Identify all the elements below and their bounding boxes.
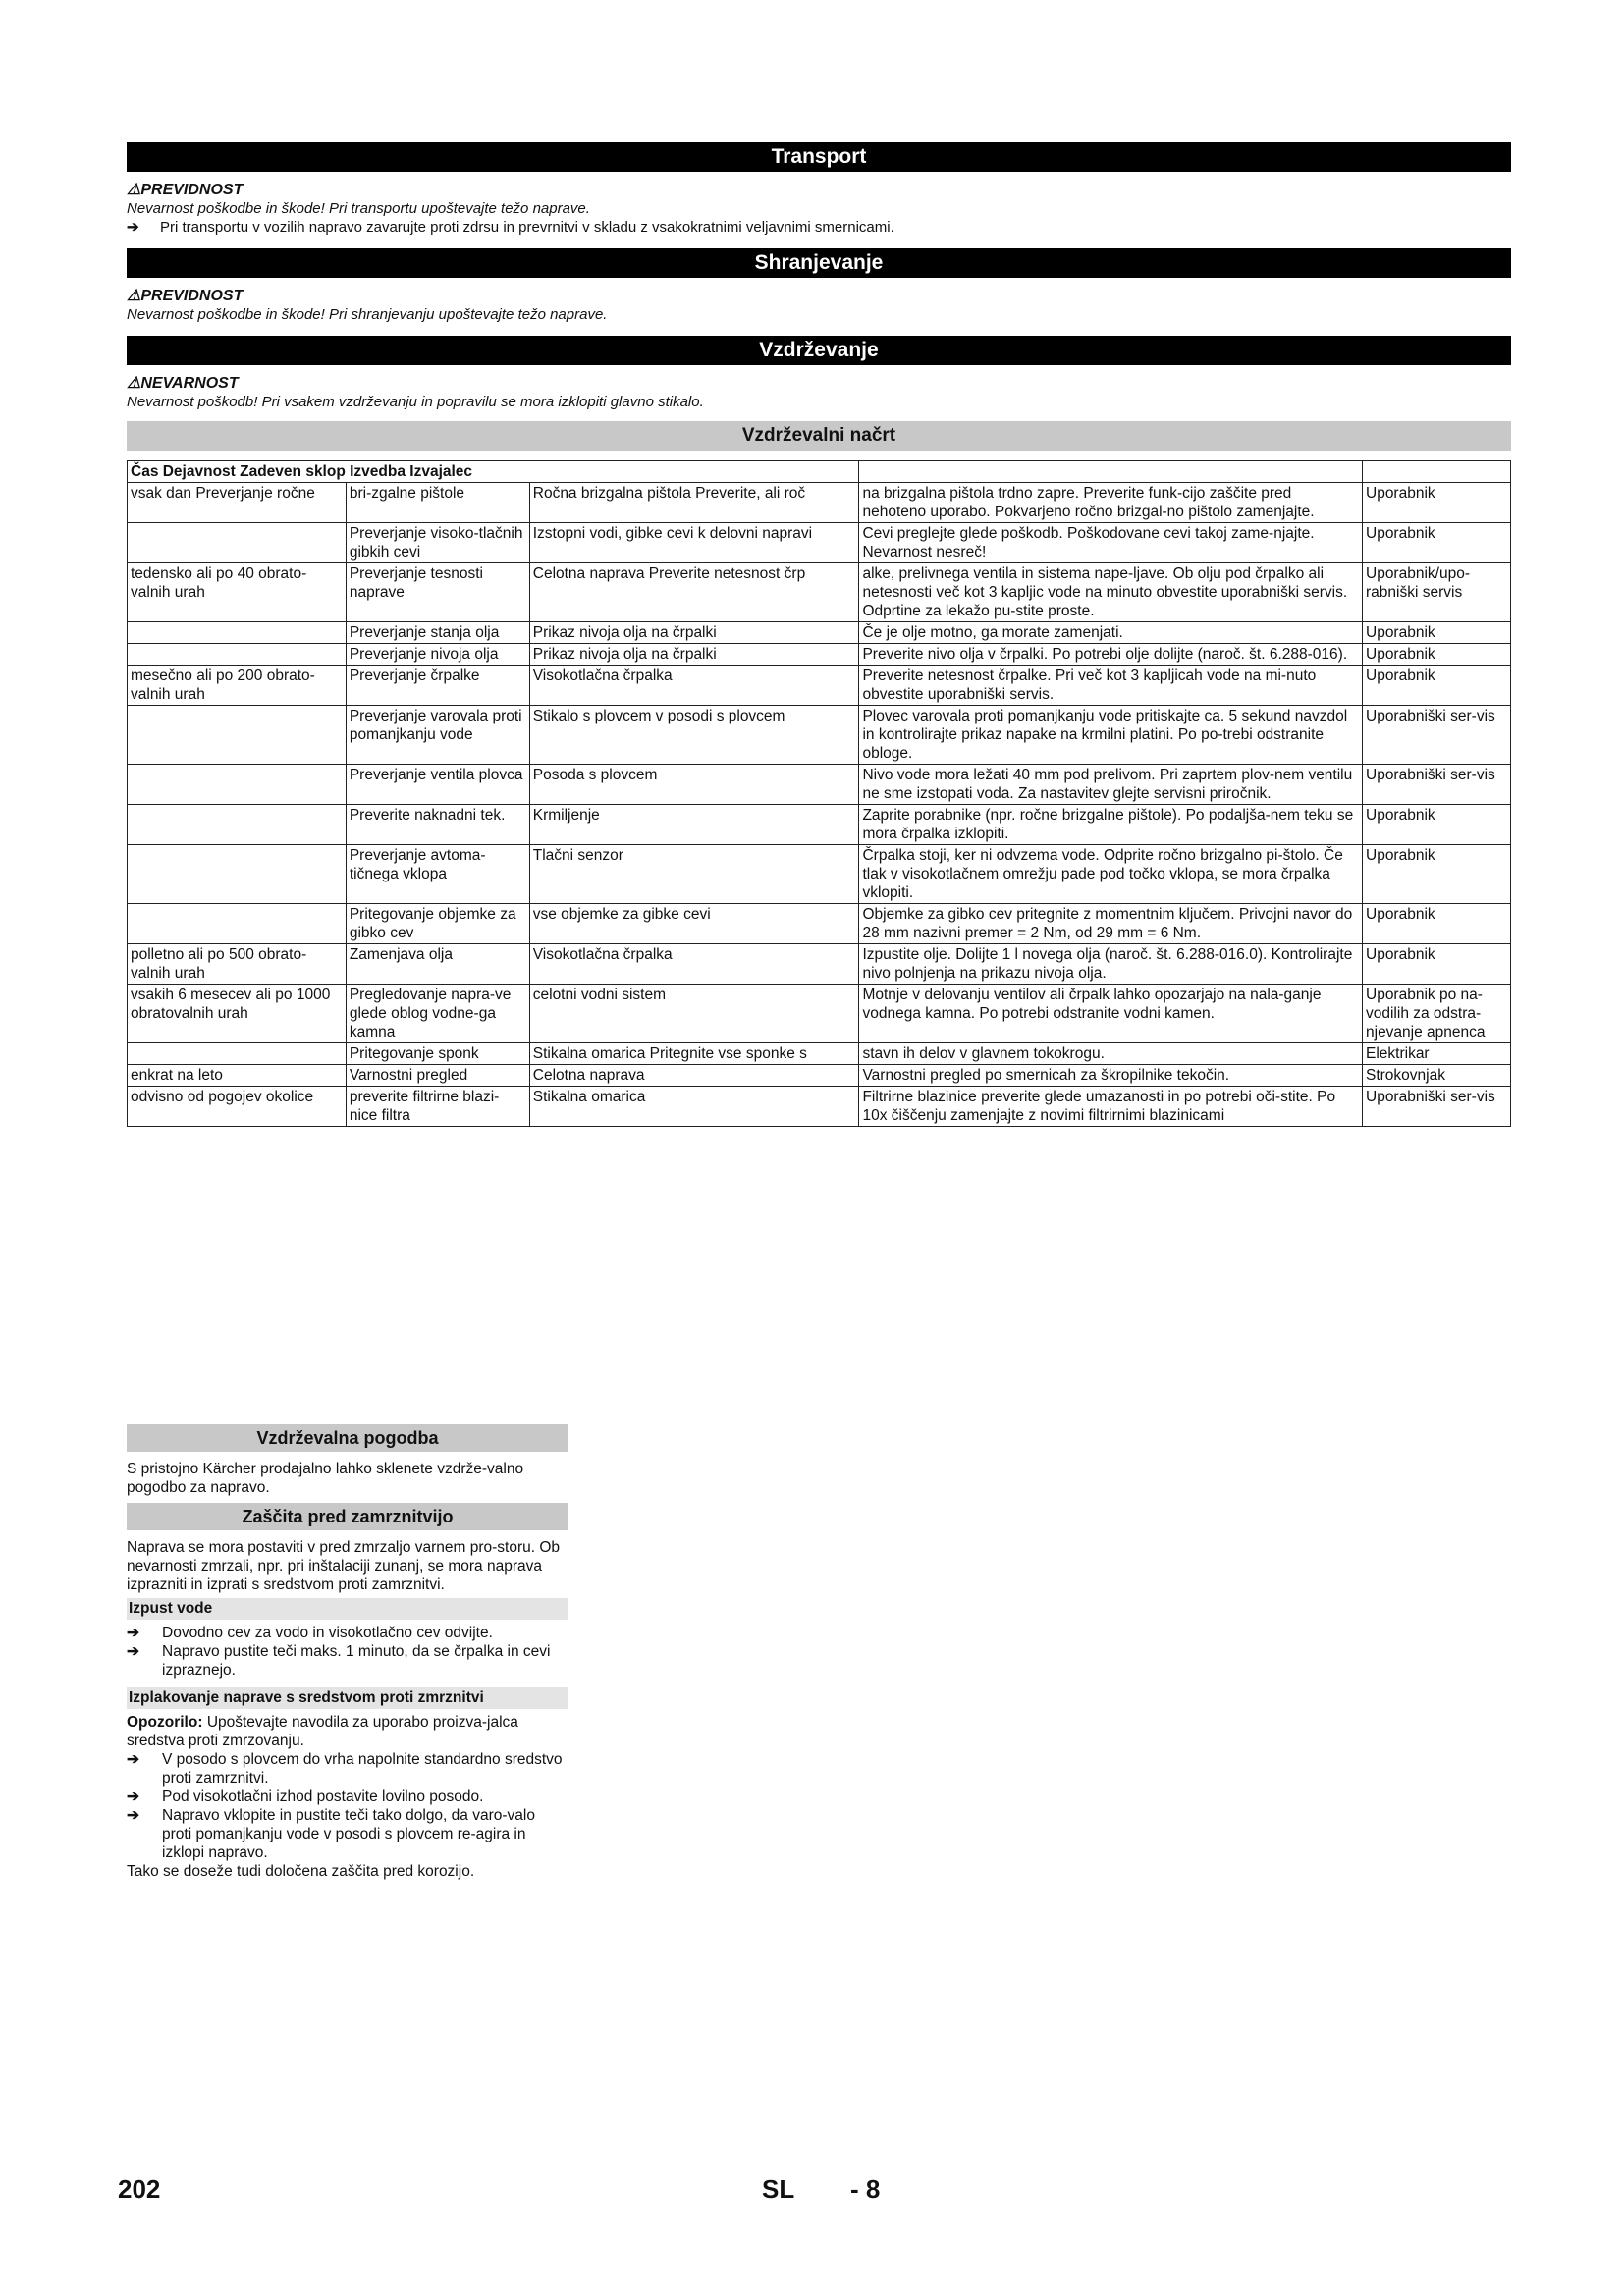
table-cell-who: Uporabniški ser-vis <box>1363 1087 1511 1127</box>
table-cell-exec: alke, prelivnega ventila in sistema nape-ljave. Ob olju pod črpalko ali netesnosti več kot 3 kapljic vode na minuto obvestite uporabniški servis. Odprtine za lekažo pu-stite proste. <box>859 563 1363 622</box>
table-cell-time: tedensko ali po 40 obrato-valnih urah <box>128 563 347 622</box>
table-cell-time <box>128 765 347 805</box>
table-cell-activity: Preverjanje nivoja olja <box>346 644 529 666</box>
table-cell-who: Uporabnik <box>1363 622 1511 644</box>
table-cell-time: mesečno ali po 200 obrato-valnih urah <box>128 666 347 706</box>
flush-title: Izplakovanje naprave s sredstvom proti zmrznitvi <box>127 1687 568 1709</box>
table-cell-who: Uporabnik <box>1363 666 1511 706</box>
frost-closing: Tako se doseže tudi določena zaščita pred korozijo. <box>127 1863 475 1880</box>
table-cell-time: odvisno od pogojev okolice <box>128 1087 347 1127</box>
table-cell-part: Tlačni senzor <box>529 845 859 904</box>
maintenance-warning-title: ⚠NEVARNOST <box>127 375 239 392</box>
table-cell-who: Uporabnik <box>1363 904 1511 944</box>
table-cell-activity: Preverjanje avtoma-tičnega vklopa <box>346 845 529 904</box>
table-row <box>128 1087 1511 1127</box>
arrow-icon: ➔ <box>127 1789 139 1805</box>
table-cell-time <box>128 805 347 845</box>
table-cell-time <box>128 622 347 644</box>
table-row <box>128 483 1511 523</box>
left-column <box>127 1418 568 1881</box>
maintenance-warning-text: Nevarnost poškodb! Pri vsakem vzdrževanju in popravilu se mora izklopiti glavno stikalo. <box>127 394 704 410</box>
table-cell-exec: Izpustite olje. Dolijte 1 l novega olja (naroč. št. 6.288-016.0). Kontrolirajte nivo polnjenja na prikazu nivoja olja. <box>859 944 1363 985</box>
table-cell-activity: Preverjanje ventila plovca <box>346 765 529 805</box>
table-cell-exec: Zaprite porabnike (npr. ročne brizgalne pištole). Po podaljša-nem teku se mora črpalka izklopiti. <box>859 805 1363 845</box>
table-row <box>128 706 1511 765</box>
table-cell-time <box>128 644 347 666</box>
table-cell-who: Uporabnik <box>1363 845 1511 904</box>
table-cell-time: vsakih 6 mesecev ali po 1000 obratovalnih urah <box>128 985 347 1043</box>
table-cell-exec: Preverite nivo olja v črpalki. Po potrebi olje dolijte (naroč. št. 6.288-016). <box>859 644 1363 666</box>
table-row <box>128 845 1511 904</box>
section-storage-title: Shranjevanje <box>127 248 1511 278</box>
table-cell-activity: preverite filtrirne blazi-nice filtra <box>346 1087 529 1127</box>
table-cell-activity: Preverjanje črpalke <box>346 666 529 706</box>
table-row <box>128 644 1511 666</box>
table-cell-part: Stikalo s plovcem v posodi s plovcem <box>529 706 859 765</box>
table-cell-part: Visokotlačna črpalka <box>529 944 859 985</box>
table-cell-who: Strokovnjak <box>1363 1065 1511 1087</box>
table-cell-exec: Preverite netesnost črpalke. Pri več kot 3 kapljicah vode na mi-nuto obvestite uporabniški servis. <box>859 666 1363 706</box>
table-cell-exec: Motnje v delovanju ventilov ali črpalk lahko opozarjajo na nala-ganje vodnega kamna. Po potrebi odstranite vodni kamen. <box>859 985 1363 1043</box>
table-cell-time <box>128 904 347 944</box>
storage-warning-text: Nevarnost poškodbe in škode! Pri shranjevanju upoštevajte težo naprave. <box>127 306 608 323</box>
table-cell-part: celotni vodni sistem <box>529 985 859 1043</box>
table-cell-time <box>128 1043 347 1065</box>
table-cell-activity: Pritegovanje sponk <box>346 1043 529 1065</box>
table-cell-part: Izstopni vodi, gibke cevi k delovni napravi <box>529 523 859 563</box>
table-row <box>128 563 1511 622</box>
table-cell-activity: Preverjanje visoko-tlačnih gibkih cevi <box>346 523 529 563</box>
transport-warning-title: ⚠PREVIDNOST <box>127 182 244 198</box>
table-row <box>128 985 1511 1043</box>
table-cell-exec: stavn ih delov v glavnem tokokrogu. <box>859 1043 1363 1065</box>
table-row <box>128 765 1511 805</box>
table-cell-activity: Pregledovanje napra-ve glede oblog vodne-ga kamna <box>346 985 529 1043</box>
frost-title: Zaščita pred zamrznitvijo <box>127 1503 568 1530</box>
list-item: ➔ Dovodno cev za vodo in visokotlačno cev odvijte. <box>127 1625 493 1641</box>
table-cell-who: Elektrikar <box>1363 1043 1511 1065</box>
list-item: ➔ Napravo pustite teči maks. 1 minuto, da se črpalka in cevi izpraznejo. <box>127 1643 551 1679</box>
table-cell-exec: na brizgalna pištola trdno zapre. Preverite funk-cijo zaščite pred nehoteno uporabo. Pokvarjeno ročno brizgal-no pištolo zamenjajte. <box>859 483 1363 523</box>
contract-text: S pristojno Kärcher prodajalno lahko sklenete vzdrže-valno pogodbo za napravo. <box>127 1461 524 1496</box>
table-cell-activity: bri-zgalne pištole <box>346 483 529 523</box>
footer-lang: SL <box>762 2174 795 2204</box>
maintenance-plan-title: Vzdrževalni načrt <box>127 421 1511 451</box>
table-cell-activity: Preverjanje stanja olja <box>346 622 529 644</box>
contract-title: Vzdrževalna pogodba <box>127 1424 568 1452</box>
table-row <box>128 1043 1511 1065</box>
table-row <box>128 805 1511 845</box>
table-row <box>128 666 1511 706</box>
section-transport-title: Transport <box>127 142 1511 172</box>
table-cell-exec: Črpalka stoji, ker ni odvzema vode. Odprite ročno brizgalno pi-štolo. Če tlak v visokotlačnem omrežju pade pod točko vklopa, se mora črpalka vklopiti. <box>859 845 1363 904</box>
table-row <box>128 622 1511 644</box>
table-cell-activity: Varnostni pregled <box>346 1065 529 1087</box>
section-maintenance-title: Vzdrževanje <box>127 336 1511 365</box>
page-content <box>127 142 1511 1127</box>
frost-text: Naprava se mora postaviti v pred zmrzaljo varnem pro-storu. Ob nevarnosti zmrzali, npr. pri inštalaciji zunanj, se mora naprava izprazniti in izprati s sredstvom proti zamrznitvi. <box>127 1539 561 1593</box>
table-cell-exec: Plovec varovala proti pomanjkanju vode pritiskajte ca. 5 sekund navzdol in kontrolirajte prikaz napake na krmilni platini. Po po-trebi odstranite obloge. <box>859 706 1363 765</box>
table-row <box>128 944 1511 985</box>
table-header-cell: Čas Dejavnost Zadeven sklop Izvedba Izvajalec <box>128 461 859 483</box>
table-cell-time <box>128 523 347 563</box>
table-cell-part: Stikalna omarica <box>529 1087 859 1127</box>
arrow-icon: ➔ <box>127 219 139 236</box>
table-cell-exec: Če je olje motno, ga morate zamenjati. <box>859 622 1363 644</box>
table-cell-time <box>128 706 347 765</box>
table-cell-who: Uporabnik <box>1363 644 1511 666</box>
table-body <box>128 483 1511 1127</box>
arrow-icon: ➔ <box>127 1807 139 1824</box>
transport-step: ➔ Pri transportu v vozilih napravo zavarujte proti zdrsu in prevrnitvi v skladu z vsakokratnimi veljavnimi smernicami. <box>127 219 894 236</box>
table-cell-activity: Preverjanje tesnosti naprave <box>346 563 529 622</box>
table-cell-who: Uporabnik/upo-rabniški servis <box>1363 563 1511 622</box>
table-cell-part: Visokotlačna črpalka <box>529 666 859 706</box>
table-cell-exec: Cevi preglejte glede poškodb. Poškodovane cevi takoj zame-njajte. Nevarnost nesreč! <box>859 523 1363 563</box>
table-cell-exec: Filtrirne blazinice preverite glede umazanosti in po potrebi oči-stite. Po 10x čiščenju zamenjajte z novimi filtrirnimi blazinicami <box>859 1087 1363 1127</box>
table-cell-exec: Objemke za gibko cev pritegnite z momentnim ključem. Privojni navor do 28 mm nazivni premer = 2 Nm, od 29 mm = 6 Nm. <box>859 904 1363 944</box>
arrow-icon: ➔ <box>127 1751 139 1768</box>
table-cell-time: polletno ali po 500 obrato-valnih urah <box>128 944 347 985</box>
table-row <box>128 1065 1511 1087</box>
table-row <box>128 904 1511 944</box>
table-cell-who: Uporabnik <box>1363 523 1511 563</box>
maintenance-plan-table <box>127 460 1511 1127</box>
arrow-icon: ➔ <box>127 1625 139 1641</box>
list-item: ➔ Napravo vklopite in pustite teči tako dolgo, da varo-valo proti pomanjkanju vode v posodi s plovcem re-agira in izklopi napravo. <box>127 1807 535 1861</box>
table-cell-time: enkrat na leto <box>128 1065 347 1087</box>
table-cell-who: Uporabniški ser-vis <box>1363 765 1511 805</box>
drain-title: Izpust vode <box>127 1598 568 1620</box>
table-cell-activity: Zamenjava olja <box>346 944 529 985</box>
table-cell-exec: Varnostni pregled po smernicah za škropilnike tekočin. <box>859 1065 1363 1087</box>
table-cell-time <box>128 845 347 904</box>
list-item: ➔ V posodo s plovcem do vrha napolnite standardno sredstvo proti zamrznitvi. <box>127 1751 563 1787</box>
flush-note: Opozorilo: Upoštevajte navodila za uporabo proizva-jalca sredstva proti zmrzovanju. <box>127 1714 518 1749</box>
table-row <box>128 523 1511 563</box>
storage-warning-title: ⚠PREVIDNOST <box>127 288 244 304</box>
table-cell-who: Uporabnik po na-vodilih za odstra-njevanje apnenca <box>1363 985 1511 1043</box>
page-number: 202 <box>118 2174 161 2204</box>
table-cell-part: Stikalna omarica Pritegnite vse sponke s <box>529 1043 859 1065</box>
table-cell-who: Uporabniški ser-vis <box>1363 706 1511 765</box>
table-cell-who: Uporabnik <box>1363 944 1511 985</box>
transport-warning-text: Nevarnost poškodbe in škode! Pri transportu upoštevajte težo naprave. <box>127 200 590 217</box>
table-cell-part: Celotna naprava <box>529 1065 859 1087</box>
table-cell-activity: Preverjanje varovala proti pomanjkanju vode <box>346 706 529 765</box>
footer-subpage: - 8 <box>850 2174 881 2204</box>
table-cell-part: vse objemke za gibke cevi <box>529 904 859 944</box>
table-header-row <box>128 461 1511 483</box>
table-cell-part: Prikaz nivoja olja na črpalki <box>529 622 859 644</box>
table-cell-part: Krmiljenje <box>529 805 859 845</box>
list-item: ➔ Pod visokotlačni izhod postavite lovilno posodo. <box>127 1789 484 1805</box>
table-cell-time: vsak dan Preverjanje ročne <box>128 483 347 523</box>
table-cell-activity: Preverite naknadni tek. <box>346 805 529 845</box>
table-cell-part: Ročna brizgalna pištola Preverite, ali roč <box>529 483 859 523</box>
table-cell-part: Posoda s plovcem <box>529 765 859 805</box>
table-cell-part: Celotna naprava Preverite netesnost črp <box>529 563 859 622</box>
table-cell-who: Uporabnik <box>1363 805 1511 845</box>
arrow-icon: ➔ <box>127 1643 139 1660</box>
table-cell-exec: Nivo vode mora ležati 40 mm pod prelivom. Pri zaprtem plov-nem ventilu ne sme izstopati voda. Za nastavitev glejte servisni priročnik. <box>859 765 1363 805</box>
table-cell-part: Prikaz nivoja olja na črpalki <box>529 644 859 666</box>
table-cell-activity: Pritegovanje objemke za gibko cev <box>346 904 529 944</box>
table-cell-who: Uporabnik <box>1363 483 1511 523</box>
